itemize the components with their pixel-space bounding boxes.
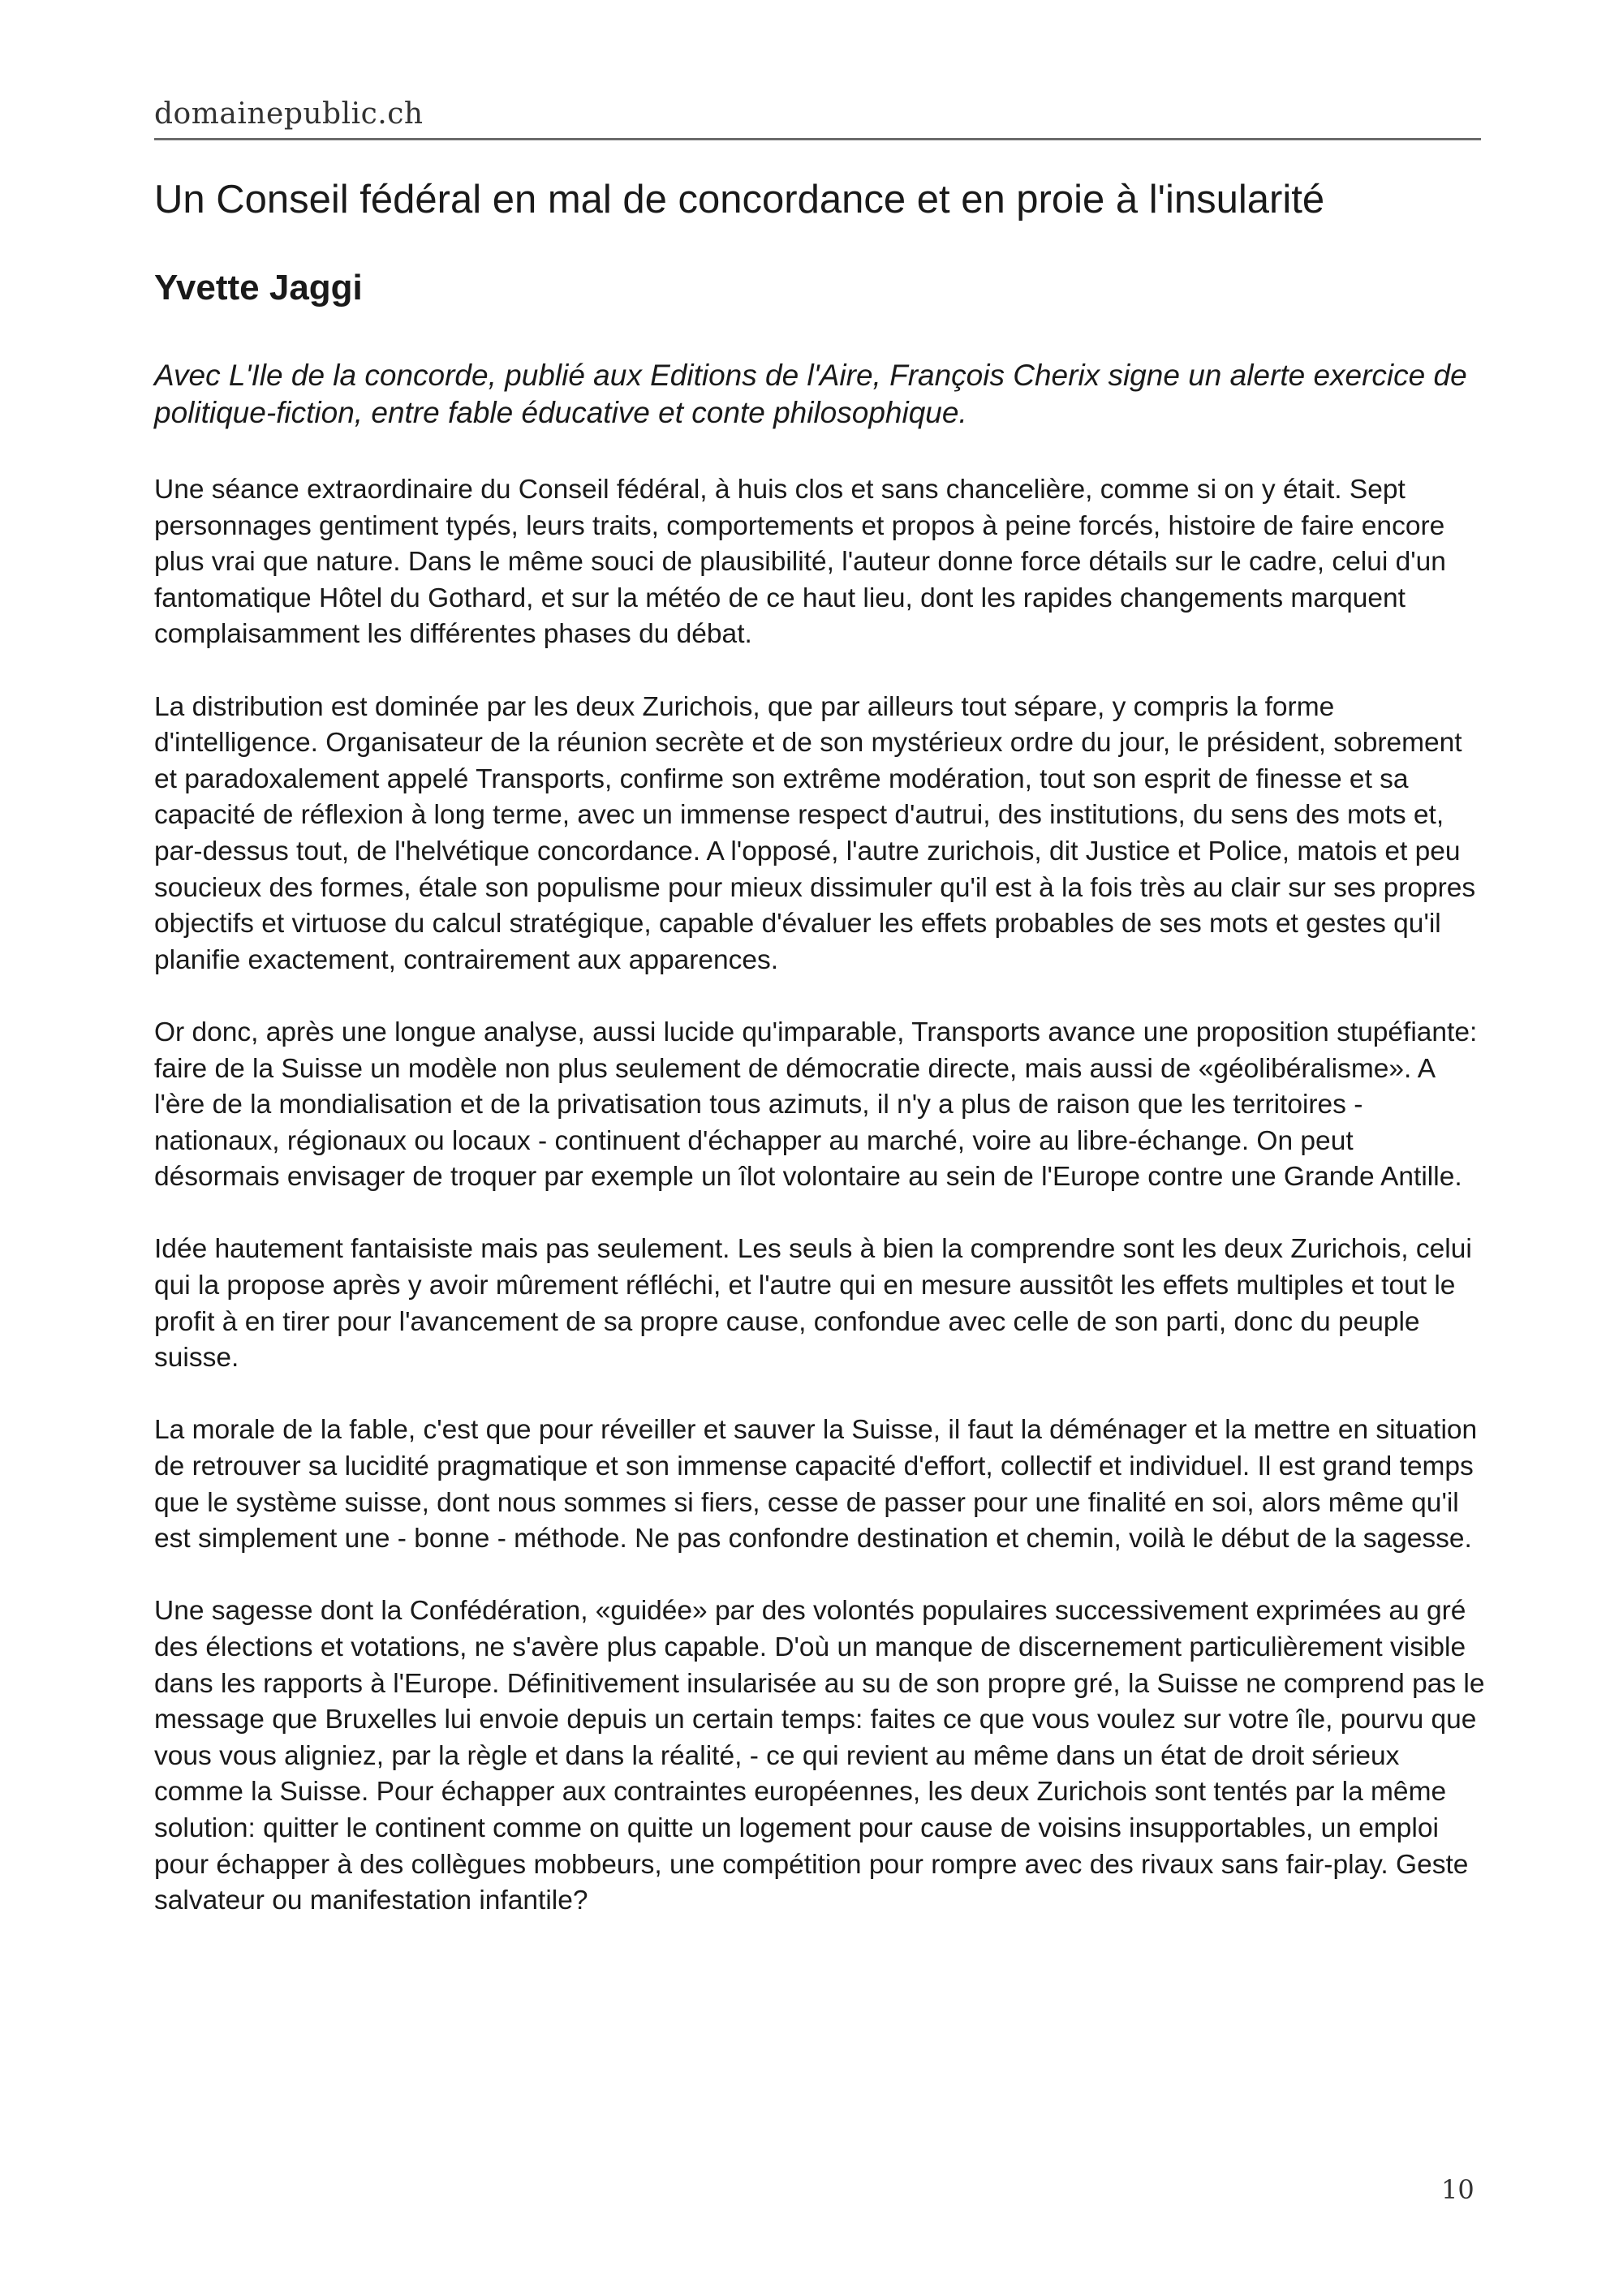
body-paragraph: Idée hautement fantaisiste mais pas seulement. Les seuls à bien la comprendre sont les deux Zurichois, celui qui la propose après y avoir mûrement réfléchi, et l'autre qui en mesure aussitôt les effets multiples et tout le profit à en tirer pour l'avancement de sa propre cause, confondue avec celle de son parti, donc du peuple suisse. [154,1234,1472,1374]
article-title: Un Conseil fédéral en mal de concordance et en proie à l'insularité [154,178,1325,221]
article-body [154,472,1485,1955]
page-header [154,97,1481,140]
article-author: Yvette Jaggi [154,268,363,307]
article-lead: Avec L'Ile de la concorde, publié aux Editions de l'Aire, François Cherix signe un alerte exercice de politique-fiction, entre fable éducative et conte philosophique. [154,359,1467,429]
page-number: 10 [1441,2174,1474,2205]
body-paragraph: La distribution est dominée par les deux Zurichois, que par ailleurs tout sépare, y compris la forme d'intelligence. Organisateur de la réunion secrète et de son mystérieux ordre du jour, le président, sobrement et paradoxalement appelé Transports, confirme son extrême modération, tout son esprit de finesse et sa capacité de réflexion à long terme, avec un immense respect d'autrui, des institutions, du sens des mots et, par-dessus tout, de l'helvétique concordance. A l'opposé, l'autre zurichois, dit Justice et Police, matois et peu soucieux des formes, étale son populisme pour mieux dissimuler qu'il est à la fois très au clair sur ses propres objectifs et virtuose du calcul stratégique, capable d'évaluer les effets probables de ses mots et gestes qu'il planifie exactement, contrairement aux apparences. [154,691,1476,975]
body-paragraph: La morale de la fable, c'est que pour réveiller et sauver la Suisse, il faut la déménager et la mettre en situation de retrouver sa lucidité pragmatique et son immense capacité d'effort, collectif et individuel. Il est grand temps que le système suisse, dont nous sommes si fiers, cesse de passer pour une finalité en soi, alors même qu'il est simplement une - bonne - méthode. Ne pas confondre destination et chemin, voilà le début de la sagesse. [154,1415,1478,1554]
body-paragraph: Or donc, après une longue analyse, aussi lucide qu'imparable, Transports avance une proposition stupéfiante: faire de la Suisse un modèle non plus seulement de démocratie directe, mais aussi de «géolibéralisme». A l'ère de la mondialisation et de la privatisation tous azimuts, il n'y a plus de raison que les territoires - nationaux, régionaux ou locaux - continuent d'échapper au marché, voire au libre-échange. On peut désormais envisager de troquer par exemple un îlot volontaire au sein de l'Europe contre une Grande Antille. [154,1017,1478,1193]
body-paragraph: Une séance extraordinaire du Conseil fédéral, à huis clos et sans chancelière, comme si on y était. Sept personnages gentiment typés, leurs traits, comportements et propos à peine forcés, histoire de faire encore plus vrai que nature. Dans le même souci de plausibilité, l'auteur donne force détails sur le cadre, celui d'un fantomatique Hôtel du Gothard, et sur la météo de ce haut lieu, dont les rapides changements marquent complaisamment les différentes phases du débat. [154,475,1446,650]
body-paragraph: Une sagesse dont la Confédération, «guidée» par des volontés populaires successivement exprimées au gré des élections et votations, ne s'avère plus capable. D'où un manque de discernement particulièrement visible dans les rapports à l'Europe. Définitivement insularisée au su de son propre gré, la Suisse ne comprend pas le message que Bruxelles lui envoie depuis un certain temps: faites ce que vous voulez sur votre île, pourvu que vous vous aligniez, par la règle et dans la réalité, - ce qui revient au même dans un état de droit sérieux comme la Suisse. Pour échapper aux contraintes européennes, les deux Zurichois sont tentés par la même solution: quitter le continent comme on quitte un logement pour cause de voisins insupportables, un emploi pour échapper à des collègues mobbeurs, une compétition pour rompre avec des rivaux sans fair-play. Geste salvateur ou manifestation infantile? [154,1596,1485,1916]
site-name: domainepublic.ch [154,97,424,131]
